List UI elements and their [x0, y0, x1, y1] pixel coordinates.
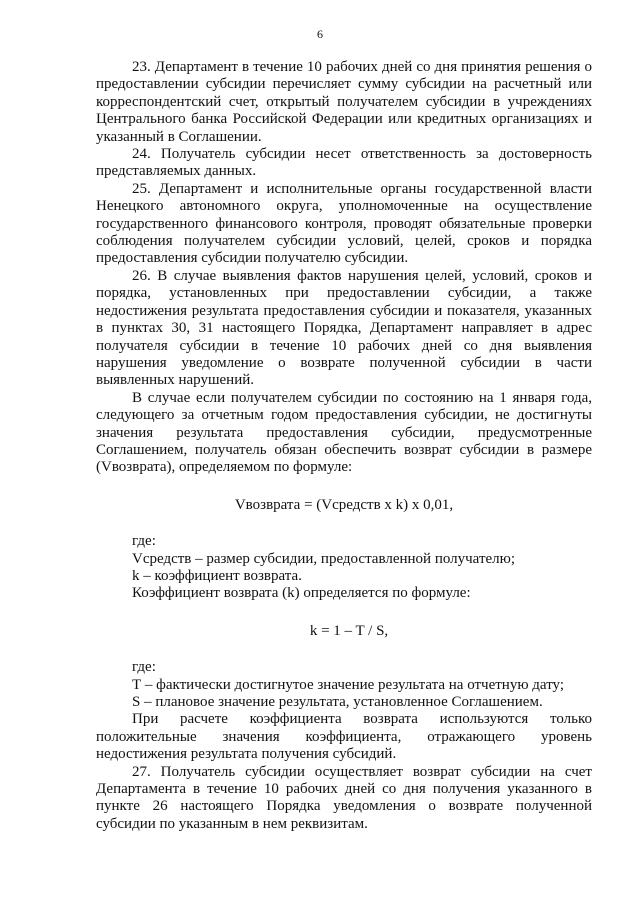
where-label-1: где:	[132, 533, 156, 550]
where-label-2: где:	[132, 659, 156, 676]
paragraph-25: 25. Департамент и исполнительные органы государственной власти Ненецкого автономного округа, уполномоченные на осуществление государственного финансового контроля, проводят обязательные проверки соблюдения получателем субсидии условий, целей, сроков и порядка предоставления субсидии получателю субсидии.	[96, 180, 592, 267]
definition-t: Т – фактически достигнутое значение результата на отчетную дату;	[132, 676, 565, 693]
coefficient-intro: Коэффициент возврата (k) определяется по формуле:	[132, 585, 471, 602]
paragraph-26: 26. В случае выявления фактов нарушения целей, условий, сроков и порядка, установленных при предоставлении субсидии, а также недостижения результата предоставления субсидии и показателя, указанных в пунктах 30, 31 настоящего Порядка, Департамент направляет в адрес получателя субсидии в течение 10 рабочих дней со дня выявления нарушения уведомление о возврате полученной субсидии в части выявленных нарушений.	[96, 267, 592, 389]
paragraph-27: 27. Получатель субсидии осуществляет возврат субсидии на счет Департамента в течение 10 рабочих дней со дня получения указанного в пункте 26 настоящего Порядка уведомления о возврате полученной субсидии по указанным в нем реквизитам.	[96, 763, 592, 832]
calculation-note: При расчете коэффициента возврата используются только положительные значения коэффициента, отражающего уровень недостижения результата получения субсидий.	[96, 711, 592, 763]
page-number: 6	[317, 27, 323, 41]
definition-vsredstv: Vсредств – размер субсидии, предоставленной получателю;	[132, 550, 516, 567]
paragraph-26-refund-condition: В случае если получателем субсидии по состоянию на 1 января года, следующего за отчетным годом предоставления субсидии, не достигнуты значения результата предоставления субсидии, предусмотренные Соглашением, получатель обязан обеспечить возврат субсидии в размере (Vвозврата), определяемом по формуле:	[96, 389, 592, 476]
document-body	[96, 59, 592, 833]
formula-refund-amount: Vвозврата = (Vсредств x k) x 0,01,	[234, 496, 454, 513]
formula-coefficient: k = 1 – T / S,	[309, 622, 389, 639]
definition-s: S – плановое значение результата, установленное Соглашением.	[132, 694, 543, 710]
paragraph-24: 24. Получатель субсидии несет ответственность за достоверность представляемых данных.	[96, 146, 592, 180]
definition-k: k – коэффициент возврата.	[132, 567, 302, 584]
paragraph-23: 23. Департамент в течение 10 рабочих дней со дня принятия решения о предоставлении субсидии перечисляет сумму субсидии на расчетный или корреспондентский счет, открытый получателем субсидии в учреждениях Центрального банка Российской Федерации или кредитных организациях и указанный в Соглашении.	[96, 59, 592, 145]
